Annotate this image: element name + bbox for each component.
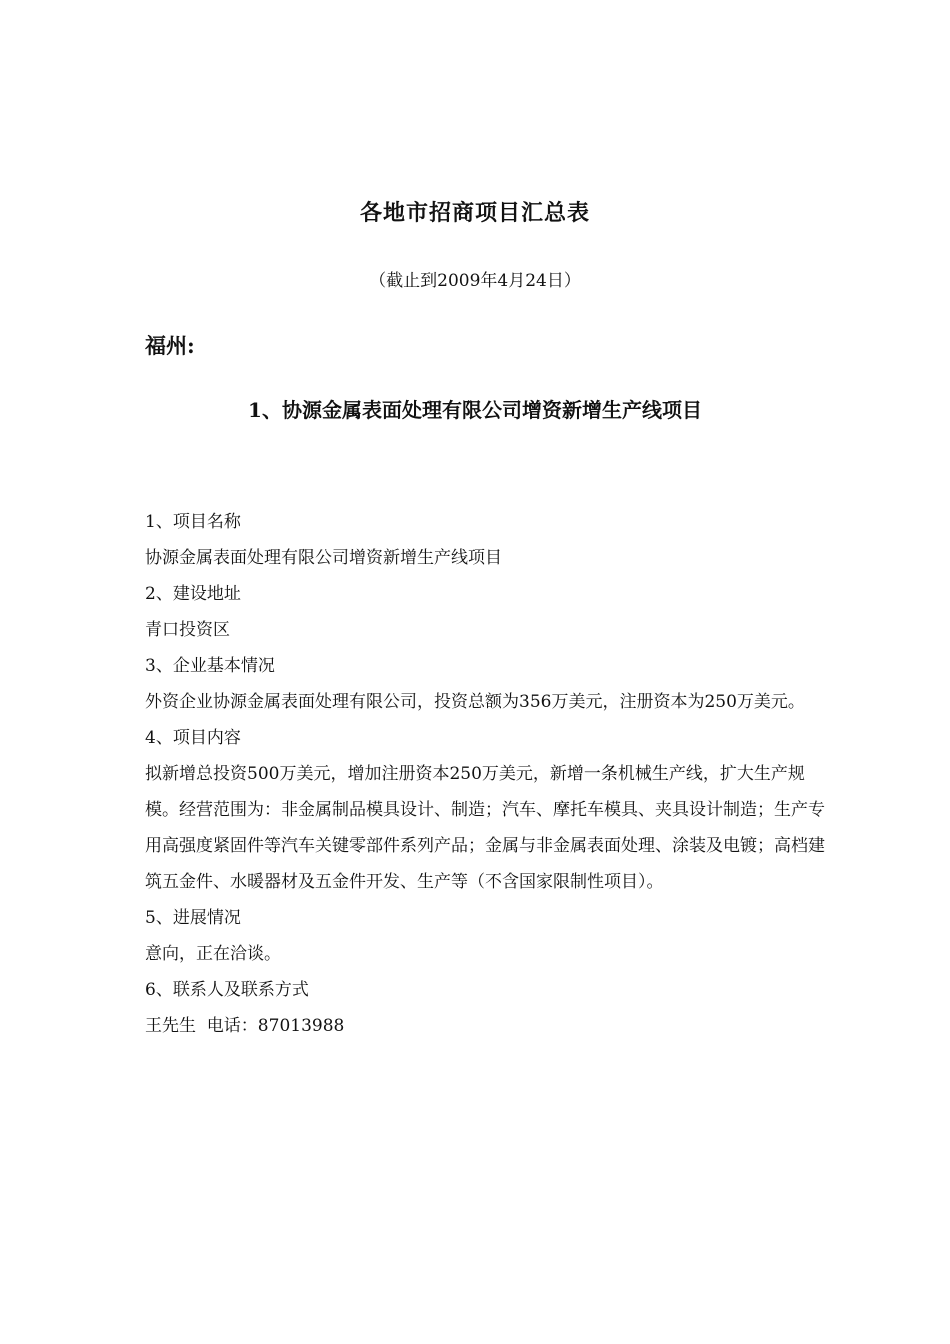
- section-heading-company: 3、企业基本情况: [145, 656, 275, 676]
- project-details: [145, 504, 825, 1044]
- section-heading-contact: 6、联系人及联系方式: [145, 980, 309, 1000]
- document-title: 各地市招商项目汇总表: [359, 200, 590, 226]
- section-heading-name: 1、项目名称: [145, 512, 241, 532]
- document-subtitle: （截止到2009年4月24日）: [369, 271, 581, 291]
- section-content-contact: 王先生 电话：87013988: [145, 1016, 345, 1036]
- project-heading: 1、协源金属表面处理有限公司增资新增生产线项目: [248, 398, 702, 422]
- city-heading: 福州:: [145, 333, 195, 358]
- section-heading-content: 4、项目内容: [145, 728, 241, 748]
- section-heading-progress: 5、进展情况: [145, 908, 241, 928]
- section-content-content: 拟新增总投资500万美元，增加注册资本250万美元，新增一条机械生产线，扩大生产规模。经营范围为：非金属制品模具设计、制造；汽车、摩托车模具、夹具设计制造；生产专用高强度紧固件等汽车关键零部件系列产品；金属与非金属表面处理、涂装及电镀；高档建筑五金件、水暖器材及五金件开发、生产等（不含国家限制性项目）。: [145, 764, 825, 892]
- section-content-progress: 意向，正在洽谈。: [145, 944, 281, 964]
- section-content-name: 协源金属表面处理有限公司增资新增生产线项目: [145, 548, 502, 568]
- section-heading-location: 2、建设地址: [145, 584, 241, 604]
- section-content-location: 青口投资区: [145, 620, 230, 640]
- section-content-company: 外资企业协源金属表面处理有限公司，投资总额为356万美元，注册资本为250万美元。: [145, 692, 805, 712]
